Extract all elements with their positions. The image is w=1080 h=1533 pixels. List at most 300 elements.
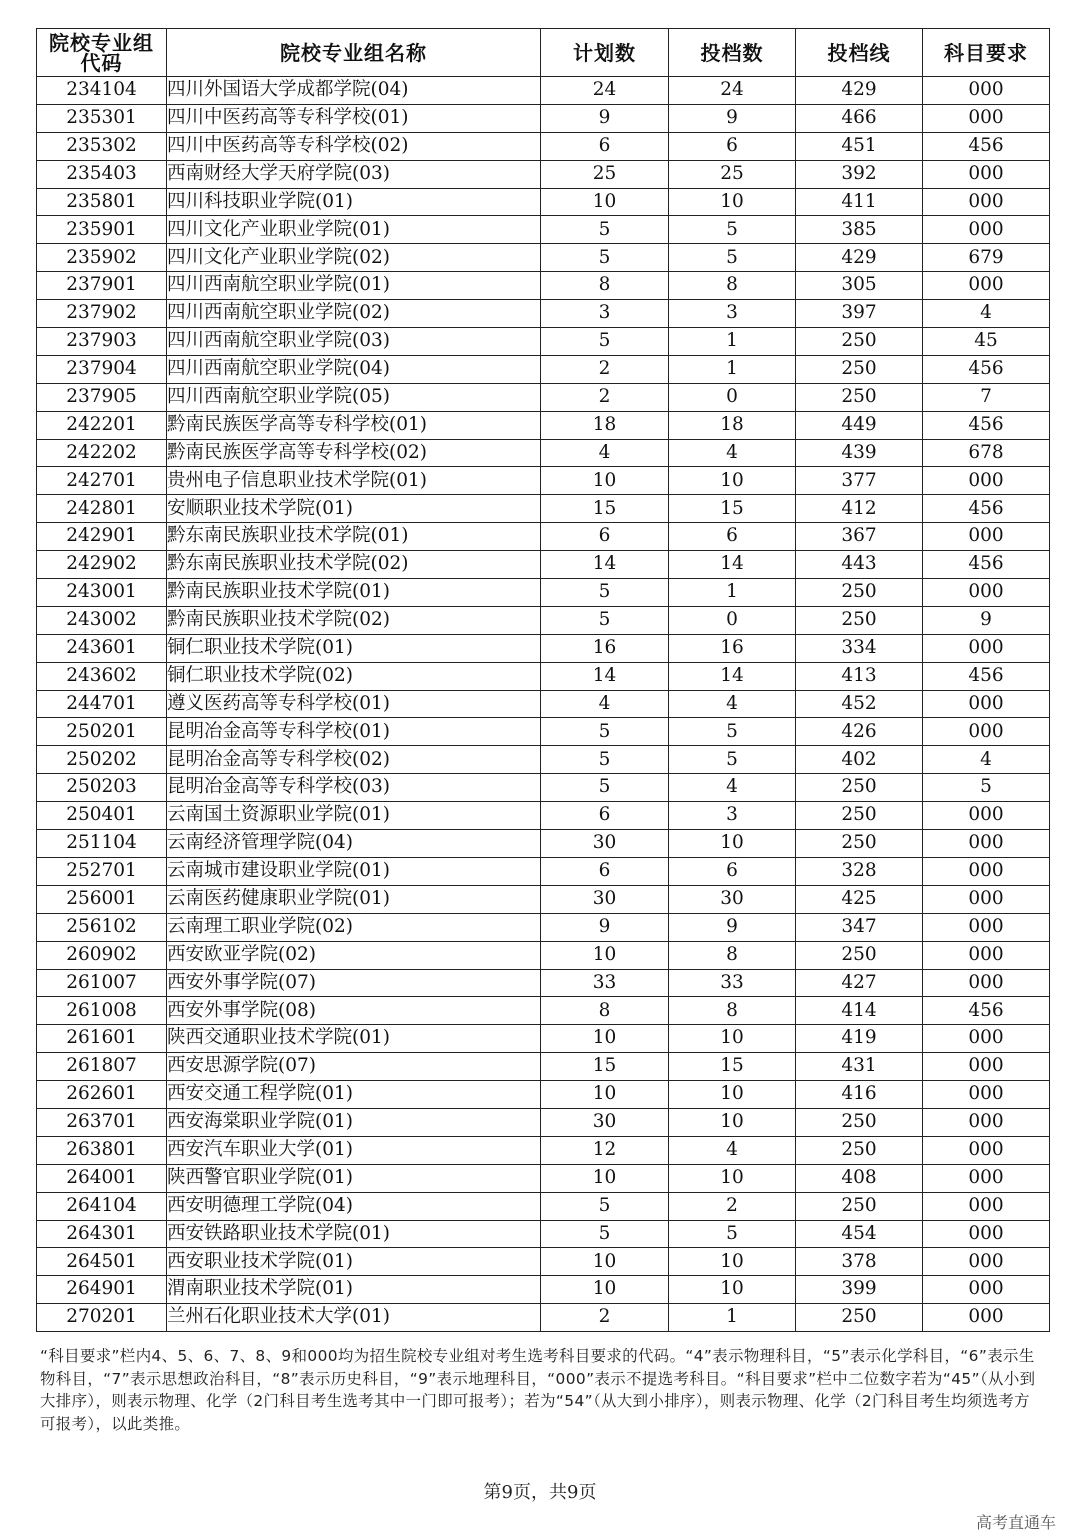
cell-subject: 000 xyxy=(923,1136,1050,1164)
cell-line: 250 xyxy=(796,579,923,607)
table-row xyxy=(37,830,1050,858)
cell-line: 451 xyxy=(796,132,923,160)
cell-filed: 10 xyxy=(669,467,796,495)
cell-line: 334 xyxy=(796,634,923,662)
table-row xyxy=(37,1025,1050,1053)
cell-subject: 000 xyxy=(923,830,1050,858)
cell-name: 西安铁路职业技术学院(01) xyxy=(167,1220,541,1248)
cell-name: 黔南民族职业技术学院(02) xyxy=(167,606,541,634)
cell-plan: 6 xyxy=(541,523,669,551)
table-row xyxy=(37,104,1050,132)
cell-name: 四川中医药高等专科学校(02) xyxy=(167,132,541,160)
cell-code: 237903 xyxy=(37,328,167,356)
cell-name: 西安交通工程学院(01) xyxy=(167,1081,541,1109)
cell-filed: 14 xyxy=(669,662,796,690)
cell-name: 西安汽车职业大学(01) xyxy=(167,1136,541,1164)
cell-name: 铜仁职业技术学院(01) xyxy=(167,634,541,662)
cell-plan: 10 xyxy=(541,1248,669,1276)
cell-subject: 000 xyxy=(923,941,1050,969)
cell-plan: 10 xyxy=(541,1025,669,1053)
cell-plan: 30 xyxy=(541,1108,669,1136)
cell-name: 云南医药健康职业学院(01) xyxy=(167,885,541,913)
cell-filed: 10 xyxy=(669,1108,796,1136)
cell-code: 261807 xyxy=(37,1053,167,1081)
header-name: 院校专业组名称 xyxy=(167,29,541,77)
cell-subject: 9 xyxy=(923,606,1050,634)
cell-line: 399 xyxy=(796,1276,923,1304)
cell-line: 412 xyxy=(796,495,923,523)
cell-plan: 12 xyxy=(541,1136,669,1164)
table-row xyxy=(37,1053,1050,1081)
cell-name: 黔南民族医学高等专科学校(02) xyxy=(167,439,541,467)
cell-code: 234104 xyxy=(37,77,167,105)
cell-subject: 000 xyxy=(923,857,1050,885)
header-plan: 计划数 xyxy=(541,29,669,77)
cell-filed: 5 xyxy=(669,1220,796,1248)
cell-name: 西安明德理工学院(04) xyxy=(167,1192,541,1220)
cell-line: 250 xyxy=(796,774,923,802)
cell-line: 377 xyxy=(796,467,923,495)
cell-filed: 10 xyxy=(669,1276,796,1304)
cell-filed: 3 xyxy=(669,802,796,830)
cell-code: 237904 xyxy=(37,355,167,383)
watermark: 高考直通车 xyxy=(975,1513,1056,1532)
cell-subject: 000 xyxy=(923,885,1050,913)
cell-code: 243001 xyxy=(37,579,167,607)
cell-name: 西安职业技术学院(01) xyxy=(167,1248,541,1276)
cell-code: 262601 xyxy=(37,1081,167,1109)
cell-filed: 24 xyxy=(669,77,796,105)
cell-filed: 1 xyxy=(669,1304,796,1332)
table-row xyxy=(37,634,1050,662)
table-row xyxy=(37,383,1050,411)
cell-code: 252701 xyxy=(37,857,167,885)
cell-name: 四川西南航空职业学院(03) xyxy=(167,328,541,356)
cell-code: 235801 xyxy=(37,188,167,216)
table-body xyxy=(37,77,1050,1332)
cell-line: 414 xyxy=(796,997,923,1025)
cell-code: 242701 xyxy=(37,467,167,495)
cell-line: 250 xyxy=(796,1108,923,1136)
cell-subject: 456 xyxy=(923,997,1050,1025)
cell-plan: 10 xyxy=(541,1164,669,1192)
cell-plan: 10 xyxy=(541,941,669,969)
cell-filed: 10 xyxy=(669,1081,796,1109)
cell-subject: 000 xyxy=(923,1192,1050,1220)
cell-plan: 3 xyxy=(541,300,669,328)
cell-subject: 000 xyxy=(923,1081,1050,1109)
cell-filed: 0 xyxy=(669,383,796,411)
cell-filed: 10 xyxy=(669,1025,796,1053)
cell-code: 243601 xyxy=(37,634,167,662)
cell-filed: 15 xyxy=(669,495,796,523)
cell-name: 四川文化产业职业学院(02) xyxy=(167,244,541,272)
cell-subject: 000 xyxy=(923,913,1050,941)
cell-subject: 000 xyxy=(923,272,1050,300)
cell-name: 渭南职业技术学院(01) xyxy=(167,1276,541,1304)
cell-subject: 456 xyxy=(923,662,1050,690)
table-row xyxy=(37,551,1050,579)
cell-name: 云南经济管理学院(04) xyxy=(167,830,541,858)
cell-name: 云南城市建设职业学院(01) xyxy=(167,857,541,885)
cell-line: 443 xyxy=(796,551,923,579)
cell-plan: 5 xyxy=(541,1192,669,1220)
table-row xyxy=(37,746,1050,774)
table-row xyxy=(37,662,1050,690)
cell-name: 四川西南航空职业学院(04) xyxy=(167,355,541,383)
cell-code: 264501 xyxy=(37,1248,167,1276)
cell-line: 466 xyxy=(796,104,923,132)
page-number: 第9页，共9页 xyxy=(483,1482,597,1503)
cell-name: 兰州石化职业技术大学(01) xyxy=(167,1304,541,1332)
cell-subject: 000 xyxy=(923,969,1050,997)
cell-filed: 2 xyxy=(669,1192,796,1220)
cell-code: 256102 xyxy=(37,913,167,941)
cell-plan: 10 xyxy=(541,188,669,216)
cell-subject: 678 xyxy=(923,439,1050,467)
cell-plan: 2 xyxy=(541,355,669,383)
cell-subject: 456 xyxy=(923,132,1050,160)
cell-line: 425 xyxy=(796,885,923,913)
cell-subject: 000 xyxy=(923,467,1050,495)
cell-filed: 6 xyxy=(669,857,796,885)
cell-plan: 6 xyxy=(541,132,669,160)
cell-code: 261007 xyxy=(37,969,167,997)
cell-filed: 8 xyxy=(669,272,796,300)
cell-code: 260902 xyxy=(37,941,167,969)
cell-filed: 6 xyxy=(669,132,796,160)
cell-plan: 9 xyxy=(541,104,669,132)
cell-filed: 8 xyxy=(669,941,796,969)
cell-line: 408 xyxy=(796,1164,923,1192)
cell-line: 449 xyxy=(796,411,923,439)
table-row xyxy=(37,718,1050,746)
cell-subject: 7 xyxy=(923,383,1050,411)
cell-line: 250 xyxy=(796,383,923,411)
cell-name: 西安思源学院(07) xyxy=(167,1053,541,1081)
cell-subject: 679 xyxy=(923,244,1050,272)
cell-code: 250201 xyxy=(37,718,167,746)
cell-plan: 8 xyxy=(541,997,669,1025)
cell-code: 270201 xyxy=(37,1304,167,1332)
cell-plan: 8 xyxy=(541,272,669,300)
cell-plan: 30 xyxy=(541,885,669,913)
cell-code: 250202 xyxy=(37,746,167,774)
cell-plan: 2 xyxy=(541,383,669,411)
cell-name: 黔南民族职业技术学院(01) xyxy=(167,579,541,607)
cell-subject: 000 xyxy=(923,160,1050,188)
cell-filed: 5 xyxy=(669,718,796,746)
cell-name: 黔东南民族职业技术学院(02) xyxy=(167,551,541,579)
cell-plan: 5 xyxy=(541,328,669,356)
cell-filed: 1 xyxy=(669,328,796,356)
cell-filed: 18 xyxy=(669,411,796,439)
cell-filed: 14 xyxy=(669,551,796,579)
header-filed: 投档数 xyxy=(669,29,796,77)
table-row xyxy=(37,77,1050,105)
cell-name: 铜仁职业技术学院(02) xyxy=(167,662,541,690)
cell-name: 遵义医药高等专科学校(01) xyxy=(167,690,541,718)
footnote: “科目要求”栏内4、5、6、7、8、9和000均为招生院校专业组对考生选考科目要求的代码。“4”表示物理科目，“5”表示化学科目，“6”表示生物科目，“7”表示思想政治科目，“8”表示历史科目，“9”表示地理科目，“000”表示不提选考科目。“科目要求”栏中二位数字若为“45”（从小到大排序），则表示物理、化学（2门科目考生选考其中一门即可报考）；若为“54”（从大到小排序），则表示物理、化学（2门科目考生均须选考方可报考），以此类推。 xyxy=(40,1347,1036,1433)
cell-code: 235902 xyxy=(37,244,167,272)
cell-code: 242801 xyxy=(37,495,167,523)
cell-filed: 25 xyxy=(669,160,796,188)
table-row xyxy=(37,216,1050,244)
cell-code: 243602 xyxy=(37,662,167,690)
table-row xyxy=(37,1220,1050,1248)
cell-name: 四川外国语大学成都学院(04) xyxy=(167,77,541,105)
cell-plan: 14 xyxy=(541,551,669,579)
cell-subject: 000 xyxy=(923,1220,1050,1248)
cell-code: 235403 xyxy=(37,160,167,188)
cell-line: 454 xyxy=(796,1220,923,1248)
cell-filed: 5 xyxy=(669,244,796,272)
cell-plan: 5 xyxy=(541,216,669,244)
cell-line: 429 xyxy=(796,244,923,272)
cell-plan: 6 xyxy=(541,857,669,885)
cell-plan: 15 xyxy=(541,1053,669,1081)
cell-name: 云南国土资源职业学院(01) xyxy=(167,802,541,830)
cell-name: 四川西南航空职业学院(05) xyxy=(167,383,541,411)
table-row xyxy=(37,355,1050,383)
cell-subject: 4 xyxy=(923,746,1050,774)
cell-filed: 6 xyxy=(669,523,796,551)
header-subject: 科目要求 xyxy=(923,29,1050,77)
table-row xyxy=(37,132,1050,160)
table-row xyxy=(37,690,1050,718)
cell-subject: 000 xyxy=(923,1276,1050,1304)
cell-line: 250 xyxy=(796,941,923,969)
cell-name: 四川文化产业职业学院(01) xyxy=(167,216,541,244)
cell-code: 264901 xyxy=(37,1276,167,1304)
table-row xyxy=(37,188,1050,216)
cell-code: 250401 xyxy=(37,802,167,830)
cell-plan: 5 xyxy=(541,1220,669,1248)
table-row xyxy=(37,885,1050,913)
header-code-line2: 代码 xyxy=(80,50,123,75)
cell-line: 305 xyxy=(796,272,923,300)
cell-code: 263801 xyxy=(37,1136,167,1164)
table-row xyxy=(37,411,1050,439)
cell-filed: 10 xyxy=(669,188,796,216)
cell-filed: 4 xyxy=(669,774,796,802)
header-line: 投档线 xyxy=(796,29,923,77)
cell-subject: 456 xyxy=(923,411,1050,439)
table-row xyxy=(37,467,1050,495)
cell-line: 427 xyxy=(796,969,923,997)
cell-code: 261601 xyxy=(37,1025,167,1053)
cell-name: 西安外事学院(07) xyxy=(167,969,541,997)
cell-filed: 15 xyxy=(669,1053,796,1081)
cell-plan: 16 xyxy=(541,634,669,662)
cell-subject: 000 xyxy=(923,1025,1050,1053)
table-row xyxy=(37,1164,1050,1192)
cell-line: 419 xyxy=(796,1025,923,1053)
cell-filed: 10 xyxy=(669,830,796,858)
cell-filed: 30 xyxy=(669,885,796,913)
cell-subject: 000 xyxy=(923,1053,1050,1081)
cell-subject: 45 xyxy=(923,328,1050,356)
admissions-table xyxy=(36,28,1050,1332)
table-row xyxy=(37,774,1050,802)
cell-code: 235301 xyxy=(37,104,167,132)
cell-line: 397 xyxy=(796,300,923,328)
cell-name: 昆明冶金高等专科学校(03) xyxy=(167,774,541,802)
cell-filed: 0 xyxy=(669,606,796,634)
table-row xyxy=(37,1192,1050,1220)
cell-line: 411 xyxy=(796,188,923,216)
table-row xyxy=(37,439,1050,467)
cell-subject: 4 xyxy=(923,300,1050,328)
cell-line: 250 xyxy=(796,1192,923,1220)
cell-name: 云南理工职业学院(02) xyxy=(167,913,541,941)
cell-plan: 10 xyxy=(541,467,669,495)
cell-filed: 5 xyxy=(669,216,796,244)
cell-plan: 24 xyxy=(541,77,669,105)
cell-filed: 1 xyxy=(669,579,796,607)
cell-subject: 000 xyxy=(923,579,1050,607)
cell-filed: 3 xyxy=(669,300,796,328)
table-row xyxy=(37,1081,1050,1109)
table-row xyxy=(37,1136,1050,1164)
cell-subject: 000 xyxy=(923,718,1050,746)
cell-line: 250 xyxy=(796,802,923,830)
cell-name: 西安外事学院(08) xyxy=(167,997,541,1025)
cell-name: 四川中医药高等专科学校(01) xyxy=(167,104,541,132)
cell-code: 235302 xyxy=(37,132,167,160)
cell-code: 263701 xyxy=(37,1108,167,1136)
table-row xyxy=(37,160,1050,188)
cell-name: 四川西南航空职业学院(01) xyxy=(167,272,541,300)
table-row xyxy=(37,272,1050,300)
cell-name: 贵州电子信息职业技术学院(01) xyxy=(167,467,541,495)
cell-plan: 2 xyxy=(541,1304,669,1332)
table-row xyxy=(37,523,1050,551)
table-row xyxy=(37,969,1050,997)
cell-subject: 000 xyxy=(923,104,1050,132)
cell-plan: 6 xyxy=(541,802,669,830)
cell-code: 242901 xyxy=(37,523,167,551)
cell-code: 235901 xyxy=(37,216,167,244)
cell-filed: 4 xyxy=(669,1136,796,1164)
table-row xyxy=(37,579,1050,607)
cell-line: 452 xyxy=(796,690,923,718)
cell-plan: 25 xyxy=(541,160,669,188)
cell-name: 西安海棠职业学院(01) xyxy=(167,1108,541,1136)
cell-filed: 10 xyxy=(669,1248,796,1276)
cell-subject: 000 xyxy=(923,802,1050,830)
cell-code: 237902 xyxy=(37,300,167,328)
cell-plan: 14 xyxy=(541,662,669,690)
cell-code: 261008 xyxy=(37,997,167,1025)
cell-subject: 000 xyxy=(923,77,1050,105)
cell-subject: 000 xyxy=(923,216,1050,244)
table-row xyxy=(37,1248,1050,1276)
cell-code: 251104 xyxy=(37,830,167,858)
cell-subject: 000 xyxy=(923,188,1050,216)
table-row xyxy=(37,941,1050,969)
cell-filed: 5 xyxy=(669,746,796,774)
cell-name: 昆明冶金高等专科学校(01) xyxy=(167,718,541,746)
cell-line: 250 xyxy=(796,606,923,634)
cell-code: 256001 xyxy=(37,885,167,913)
cell-code: 264104 xyxy=(37,1192,167,1220)
cell-name: 西安欧亚学院(02) xyxy=(167,941,541,969)
cell-filed: 33 xyxy=(669,969,796,997)
cell-filed: 10 xyxy=(669,1164,796,1192)
cell-line: 250 xyxy=(796,328,923,356)
cell-line: 378 xyxy=(796,1248,923,1276)
cell-name: 陕西警官职业学院(01) xyxy=(167,1164,541,1192)
cell-plan: 30 xyxy=(541,830,669,858)
table-header-row xyxy=(37,29,1050,77)
cell-line: 250 xyxy=(796,830,923,858)
cell-name: 西南财经大学天府学院(03) xyxy=(167,160,541,188)
cell-name: 黔东南民族职业技术学院(01) xyxy=(167,523,541,551)
cell-line: 429 xyxy=(796,77,923,105)
table-row xyxy=(37,802,1050,830)
cell-subject: 000 xyxy=(923,1304,1050,1332)
cell-plan: 5 xyxy=(541,579,669,607)
cell-filed: 8 xyxy=(669,997,796,1025)
cell-line: 392 xyxy=(796,160,923,188)
table-row xyxy=(37,997,1050,1025)
cell-code: 264001 xyxy=(37,1164,167,1192)
cell-code: 242902 xyxy=(37,551,167,579)
cell-subject: 000 xyxy=(923,523,1050,551)
cell-plan: 9 xyxy=(541,913,669,941)
table-row xyxy=(37,300,1050,328)
cell-line: 250 xyxy=(796,355,923,383)
table-row xyxy=(37,606,1050,634)
cell-filed: 9 xyxy=(669,104,796,132)
cell-line: 347 xyxy=(796,913,923,941)
table-row xyxy=(37,1276,1050,1304)
cell-plan: 10 xyxy=(541,1081,669,1109)
table-row xyxy=(37,1304,1050,1332)
cell-line: 402 xyxy=(796,746,923,774)
cell-line: 328 xyxy=(796,857,923,885)
cell-line: 250 xyxy=(796,1136,923,1164)
table-row xyxy=(37,495,1050,523)
cell-line: 426 xyxy=(796,718,923,746)
cell-code: 242201 xyxy=(37,411,167,439)
cell-code: 237901 xyxy=(37,272,167,300)
cell-plan: 5 xyxy=(541,746,669,774)
cell-plan: 5 xyxy=(541,718,669,746)
table-row xyxy=(37,913,1050,941)
table-row xyxy=(37,328,1050,356)
cell-line: 413 xyxy=(796,662,923,690)
cell-subject: 456 xyxy=(923,495,1050,523)
cell-name: 昆明冶金高等专科学校(02) xyxy=(167,746,541,774)
cell-subject: 000 xyxy=(923,690,1050,718)
header-code-line1: 院校专业组 xyxy=(49,30,154,55)
cell-plan: 5 xyxy=(541,774,669,802)
cell-subject: 000 xyxy=(923,634,1050,662)
header-code xyxy=(37,29,167,77)
cell-plan: 4 xyxy=(541,690,669,718)
cell-code: 244701 xyxy=(37,690,167,718)
cell-code: 243002 xyxy=(37,606,167,634)
cell-plan: 15 xyxy=(541,495,669,523)
cell-name: 四川科技职业学院(01) xyxy=(167,188,541,216)
cell-name: 黔南民族医学高等专科学校(01) xyxy=(167,411,541,439)
cell-plan: 18 xyxy=(541,411,669,439)
cell-plan: 33 xyxy=(541,969,669,997)
cell-subject: 456 xyxy=(923,551,1050,579)
cell-filed: 1 xyxy=(669,355,796,383)
